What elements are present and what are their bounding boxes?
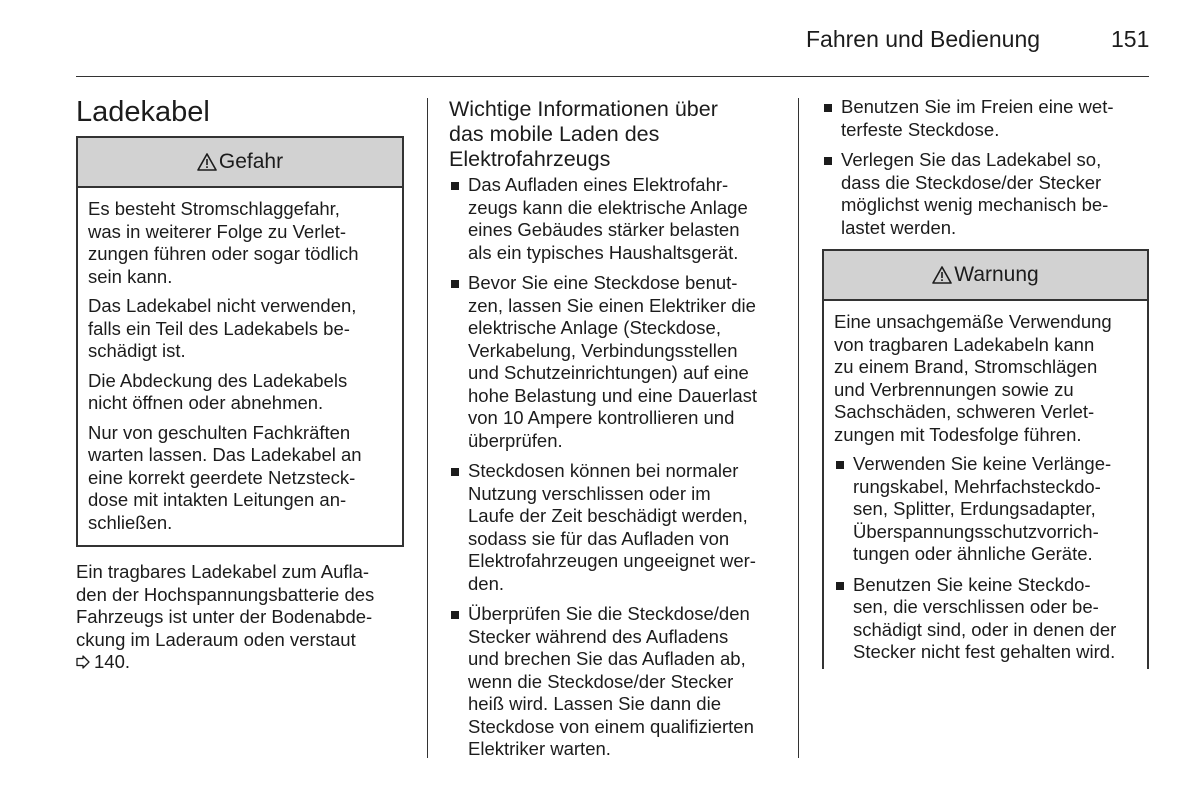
column-divider-left (427, 98, 428, 758)
column-divider-right (798, 98, 799, 758)
list-item: Benutzen Sie keine Steckdo- sen, die verschlissen oder be- schädigt sind, oder in denen der Stecker nicht fest gehalten wird. (834, 574, 1137, 664)
list-item: Bevor Sie eine Steckdose benut- zen, lassen Sie einen Elektriker die elektrische Anlage (Steckdose, Verkabelung, Verbindungsstellen und Schutzeinrichtungen) auf eine hohe Belastung und eine Dauerlast von 10 Ampere kontrollieren und überprüfen. (449, 272, 784, 452)
danger-box-body (78, 188, 402, 545)
page-reference-link[interactable] (76, 651, 404, 674)
warning-box (822, 249, 1149, 669)
danger-paragraph: Das Ladekabel nicht verwenden, falls ein Teil des Ladekabels be- schädigt ist. (88, 295, 357, 361)
list-item: Das Aufladen eines Elektrofahr- zeugs kann die elektrische Anlage eines Gebäudes stärker belasten als ein typisches Haushaltsgerät. (449, 174, 784, 264)
charging-info-list (449, 174, 784, 761)
left-column (76, 136, 404, 674)
section-title: Ladekabel (76, 96, 210, 128)
warning-triangle-icon (932, 266, 952, 284)
middle-column (449, 97, 784, 769)
danger-paragraph: Nur von geschulten Fachkräften warten lassen. Das Ladekabel an eine korrekt geerdete Netzsteck- dose mit intakten Leitungen an- schließen. (88, 421, 362, 533)
right-column (822, 96, 1149, 669)
storage-paragraph: Ein tragbares Ladekabel zum Aufla- den der Hochspannungsbatterie des Fahrzeugs ist unter der Bodenabde- ckung im Laderaum oden verstaut (76, 561, 375, 650)
danger-box-header (78, 138, 402, 188)
warning-paragraph: Eine unsachgemäße Verwendung von tragbaren Ladekabeln kann zu einem Brand, Stromschlägen und Verbrennungen sowie zu Sachschäden, schweren Verlet- zungen mit Todesfolge führen. (834, 311, 1112, 445)
warning-box-body (824, 301, 1147, 676)
list-item: Überprüfen Sie die Steckdose/den Stecker während des Aufladens und brechen Sie das Aufladen ab, wenn die Steckdose/der Stecker heiß wird. Lassen Sie dann die Steckdose von einem qualifizierten Elektriker warten. (449, 603, 784, 761)
danger-box (76, 136, 404, 547)
warning-list (834, 453, 1137, 664)
warning-triangle-icon (197, 153, 217, 171)
list-item: Benutzen Sie im Freien eine wet- terfeste Steckdose. (822, 96, 1149, 141)
warning-box-header (824, 251, 1147, 301)
header-divider (76, 76, 1149, 77)
list-item: Verlegen Sie das Ladekabel so, dass die Steckdose/der Stecker möglichst wenig mechanisch be- lastet werden. (822, 149, 1149, 239)
page-number: 151 (1111, 26, 1150, 52)
reference-arrow-icon (76, 652, 90, 666)
running-header-title: Fahren und Bedienung (806, 26, 1041, 52)
warning-box-heading: Warnung (954, 262, 1039, 286)
danger-box-heading: Gefahr (218, 149, 284, 173)
danger-paragraph: Es besteht Stromschlaggefahr, was in weiterer Folge zu Verlet- zungen führen oder sogar tödlich sein kann. (88, 198, 359, 287)
page-reference-number: 140. (94, 651, 131, 672)
list-item: Steckdosen können bei normaler Nutzung verschlissen oder im Laufe der Zeit beschädigt werden, sodass sie für das Aufladen von Elektrofahrzeugen ungeeignet wer- den. (449, 460, 784, 595)
subsection-title: Wichtige Informationen über das mobile Laden des Elektrofahrzeugs (449, 97, 718, 171)
list-item: Verwenden Sie keine Verlänge- rungskabel, Mehrfachsteckdo- sen, Splitter, Erdungsadapter, Überspannungsschutzvorrich- tungen oder ähnliche Geräte. (834, 453, 1137, 566)
outdoor-usage-list (822, 96, 1149, 239)
danger-paragraph: Die Abdeckung des Ladekabels nicht öffnen oder abnehmen. (88, 369, 348, 413)
